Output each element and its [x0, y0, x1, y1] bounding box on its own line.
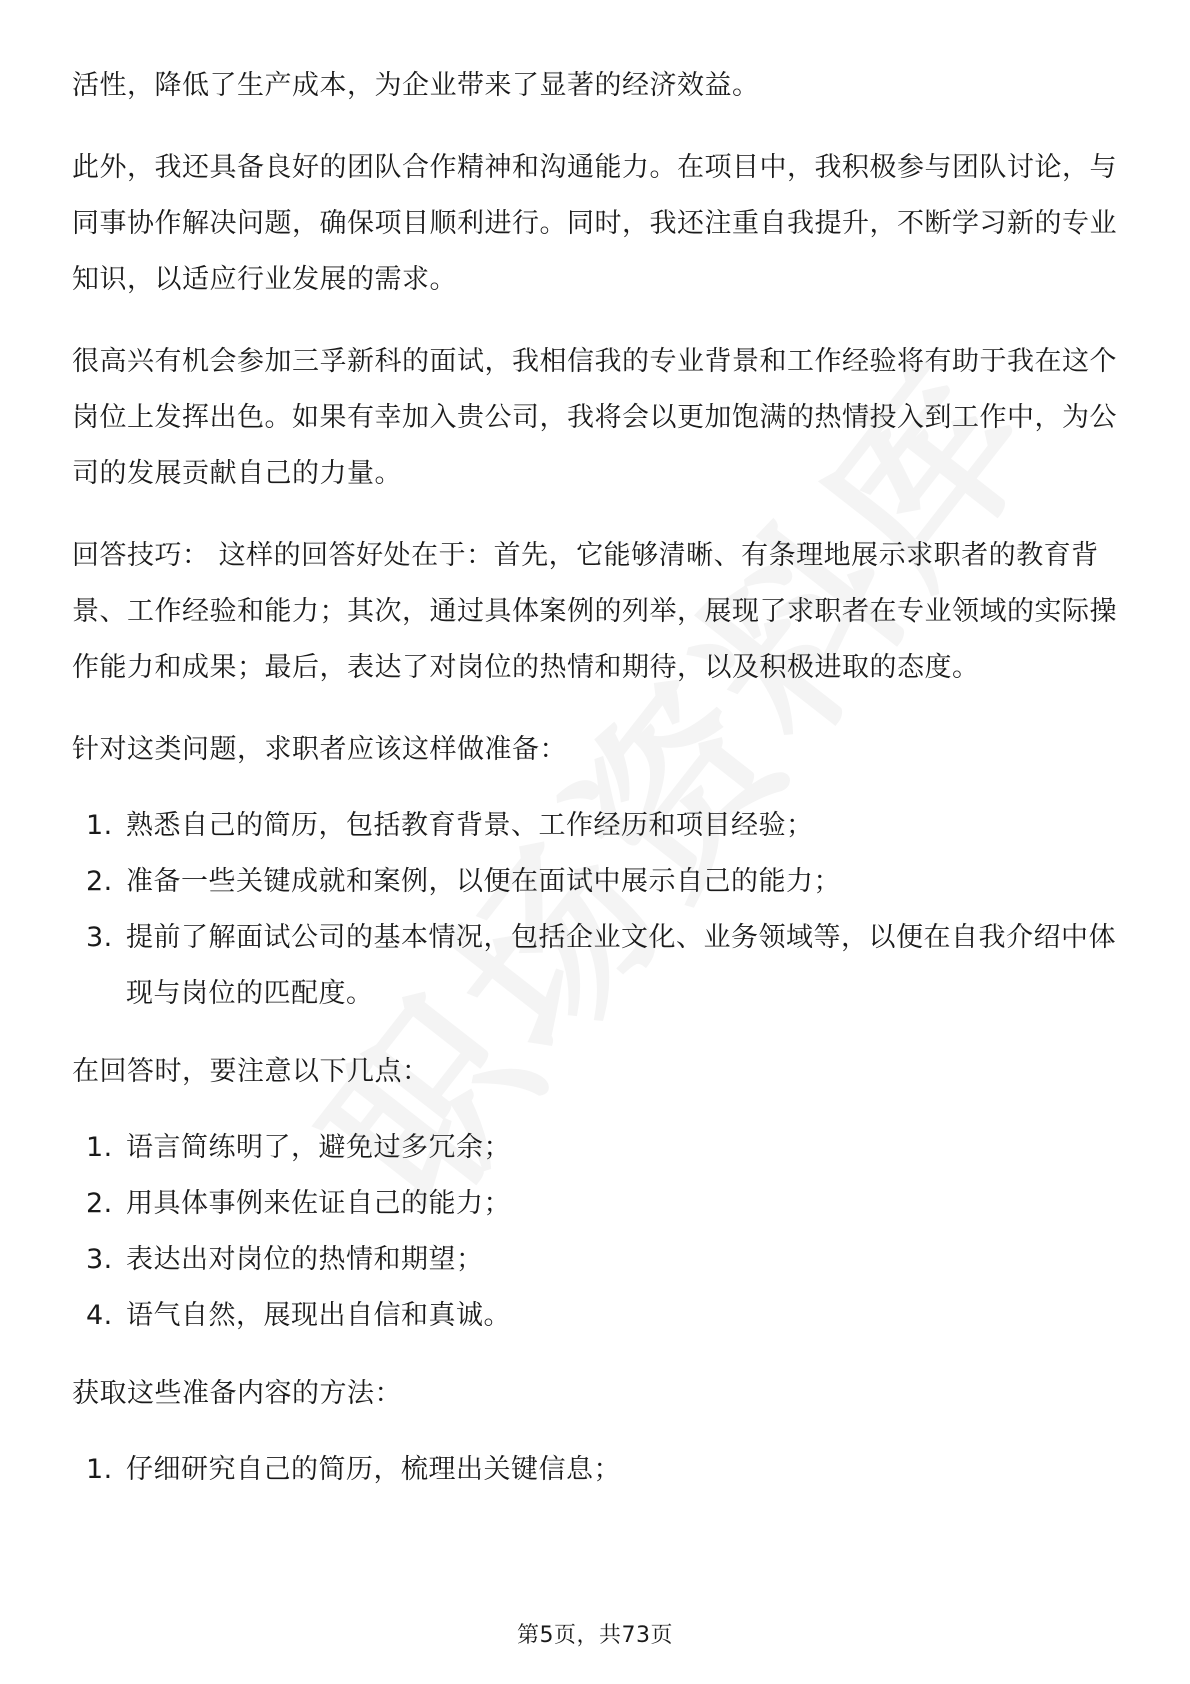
prep-list	[72, 798, 1122, 1022]
list-item	[72, 1442, 1122, 1498]
list-item-text: 提前了解面试公司的基本情况，包括企业文化、业务领域等，以便在自我介绍中体现与岗位的匹配度。	[126, 922, 1116, 1009]
list-item	[72, 854, 1122, 910]
notes-heading: 在回答时，要注意以下几点：	[72, 1056, 430, 1087]
list-item	[72, 1232, 1122, 1288]
notes-list	[72, 1120, 1122, 1344]
paragraph-3: 很高兴有机会参加三孚新科的面试，我相信我的专业背景和工作经验将有助于我在这个岗位上发挥出色。如果有幸加入贵公司，我将会以更加饱满的热情投入到工作中，为公司的发展贡献自己的力量。	[72, 346, 1117, 489]
paragraph-2: 此外，我还具备良好的团队合作精神和沟通能力。在项目中，我积极参与团队讨论，与同事协作解决问题，确保项目顺利进行。同时，我还注重自我提升，不断学习新的专业知识，以适应行业发展的需求。	[72, 152, 1117, 295]
methods-heading: 获取这些准备内容的方法：	[72, 1378, 402, 1409]
list-item-text: 语气自然，展现出自信和真诚。	[126, 1300, 511, 1331]
list-item	[72, 798, 1122, 854]
list-item-number: 4.	[86, 1300, 113, 1331]
list-item-number: 1.	[86, 810, 113, 841]
list-item-text: 熟悉自己的简历，包括教育背景、工作经历和项目经验；	[126, 810, 814, 841]
list-item-text: 语言简练明了，避免过多冗余；	[126, 1132, 511, 1163]
list-item-text: 用具体事例来佐证自己的能力；	[126, 1188, 511, 1219]
list-item-number: 2.	[86, 866, 113, 897]
list-item-number: 3.	[86, 922, 113, 953]
page-number-footer: 第5页，共73页	[517, 1623, 673, 1648]
list-item-number: 2.	[86, 1188, 113, 1219]
prep-heading: 针对这类问题，求职者应该这样做准备：	[72, 734, 567, 765]
document-body	[72, 58, 1122, 1520]
methods-list	[72, 1442, 1122, 1498]
paragraph-1: 活性，降低了生产成本，为企业带来了显著的经济效益。	[72, 70, 760, 101]
list-item-text: 准备一些关键成就和案例，以便在面试中展示自己的能力；	[126, 866, 841, 897]
list-item	[72, 910, 1122, 1022]
list-item	[72, 1176, 1122, 1232]
list-item-number: 3.	[86, 1244, 113, 1275]
list-item-number: 1.	[86, 1454, 113, 1485]
list-item-text: 表达出对岗位的热情和期望；	[126, 1244, 484, 1275]
list-item-text: 仔细研究自己的简历，梳理出关键信息；	[126, 1454, 621, 1485]
list-item	[72, 1120, 1122, 1176]
list-item-number: 1.	[86, 1132, 113, 1163]
list-item	[72, 1288, 1122, 1344]
answer-tips-paragraph: 回答技巧： 这样的回答好处在于：首先，它能够清晰、有条理地展示求职者的教育背景、工作经验和能力；其次，通过具体案例的列举，展现了求职者在专业领域的实际操作能力和成果；最后，表达了对岗位的热情和期待，以及积极进取的态度。	[72, 540, 1117, 683]
